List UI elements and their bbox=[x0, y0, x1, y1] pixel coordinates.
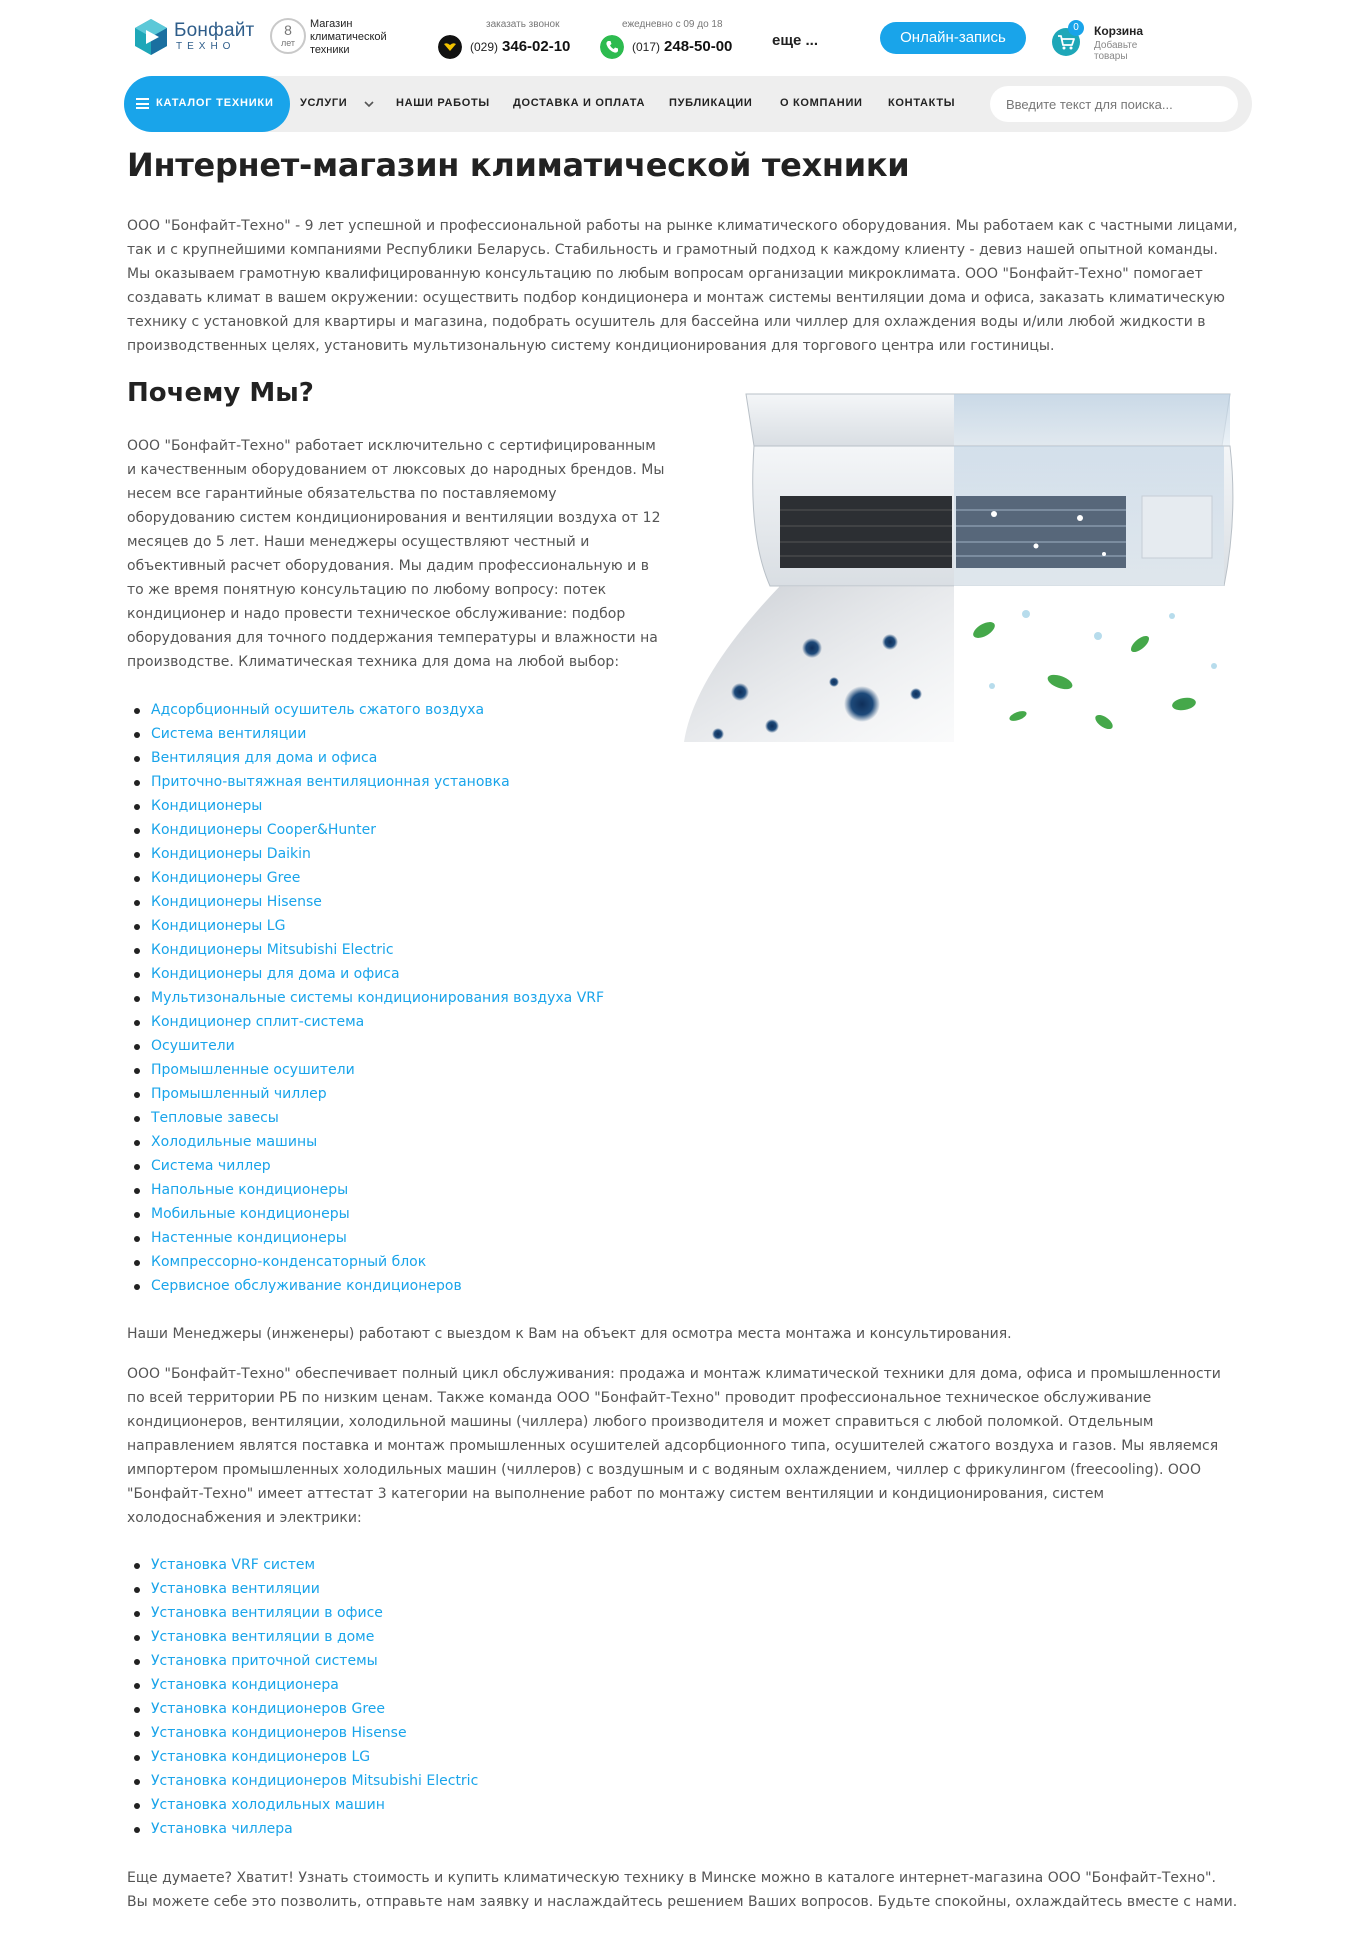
cart-title: Корзина bbox=[1094, 24, 1144, 38]
phone-number-2[interactable] bbox=[632, 38, 732, 56]
phone-code-1: (029) bbox=[470, 40, 499, 54]
list-item bbox=[127, 1649, 478, 1673]
installation-link[interactable]: Установка вентиляции в офисе bbox=[151, 1605, 383, 1621]
logo-text bbox=[174, 21, 254, 53]
product-link[interactable]: Компрессорно-конденсаторный блок bbox=[151, 1254, 427, 1270]
phone-icon bbox=[600, 35, 624, 59]
managers-paragraph: Наши Менеджеры (инженеры) работают с выездом к Вам на объект для осмотра места монтажа и консультирования. bbox=[127, 1326, 1012, 1342]
list-item bbox=[127, 1274, 604, 1298]
list-item bbox=[127, 1130, 604, 1154]
velcom-operator-icon bbox=[438, 35, 462, 59]
list-item bbox=[127, 914, 604, 938]
list-item bbox=[127, 818, 604, 842]
cart[interactable] bbox=[1052, 22, 1162, 62]
product-link[interactable]: Адсорбционный осушитель сжатого воздуха bbox=[151, 702, 485, 718]
more-phones-link[interactable]: еще ... bbox=[772, 32, 819, 49]
online-booking-button[interactable]: Онлайн-запись bbox=[880, 22, 1026, 54]
product-link[interactable]: Сервисное обслуживание кондиционеров bbox=[151, 1278, 462, 1294]
installation-link[interactable]: Установка вентиляции в доме bbox=[151, 1629, 375, 1645]
list-item bbox=[127, 1250, 604, 1274]
list-item bbox=[127, 1577, 478, 1601]
working-hours: ежедневно с 09 до 18 bbox=[622, 19, 723, 30]
site-header bbox=[124, 0, 1252, 76]
tagline: Магазин климатической техники bbox=[310, 18, 387, 56]
list-item bbox=[127, 938, 604, 962]
installation-link[interactable]: Установка кондиционеров Mitsubishi Electric bbox=[151, 1773, 479, 1789]
list-item bbox=[127, 770, 604, 794]
list-item bbox=[127, 1226, 604, 1250]
product-link[interactable]: Кондиционеры для дома и офиса bbox=[151, 966, 400, 982]
list-item bbox=[127, 1010, 604, 1034]
list-item bbox=[127, 1793, 478, 1817]
list-item bbox=[127, 1673, 478, 1697]
installation-link[interactable]: Установка кондиционеров Hisense bbox=[151, 1725, 407, 1741]
installation-link[interactable]: Установка вентиляции bbox=[151, 1581, 320, 1597]
phone-digits-2: 248-50-00 bbox=[664, 38, 733, 55]
product-link[interactable]: Кондиционеры Hisense bbox=[151, 894, 322, 910]
air-conditioner-illustration bbox=[684, 386, 1240, 742]
installation-list bbox=[127, 1553, 478, 1841]
list-item bbox=[127, 1625, 478, 1649]
list-item bbox=[127, 986, 604, 1010]
logo-name: Бонфайт bbox=[174, 20, 255, 41]
intro-paragraph: ООО "Бонфайт-Техно" - 9 лет успешной и профессиональной работы на рынке климатического оборудования. Мы работаем как с частными лицами, так и с крупнейшими компаниями Республики Беларусь. Стабильность и грамотный подход к каждому клиенту - девиз нашей опытной команды. Мы оказываем грамотную квалифицированную консультацию по любым вопросам организации микроклимата. ООО "Бонфайт-Техно" помогает создавать климат в вашем окружении: осуществить подбор кондиционера и монтаж системы вентиляции дома и офиса, заказать климатическую технику с установкой для квартиры и магазина, подобрать осушитель для бассейна или чиллер для охлаждения воды и/или любой жидкости в производственных целях, установить мультизональную систему кондиционирования для торгового центра или гостиницы. bbox=[127, 218, 1238, 354]
phone-digits-1: 346-02-10 bbox=[502, 38, 571, 55]
product-link[interactable]: Приточно-вытяжная вентиляционная установка bbox=[151, 774, 510, 790]
installation-link[interactable]: Установка приточной системы bbox=[151, 1653, 378, 1669]
chevron-down-icon[interactable] bbox=[364, 99, 374, 109]
nav-item-delivery[interactable]: ДОСТАВКА И ОПЛАТА bbox=[513, 97, 646, 109]
list-item bbox=[127, 1697, 478, 1721]
callback-link[interactable]: заказать звонок bbox=[486, 19, 560, 30]
list-item bbox=[127, 1601, 478, 1625]
list-item bbox=[127, 1553, 478, 1577]
product-link[interactable]: Вентиляция для дома и офиса bbox=[151, 750, 378, 766]
installation-link[interactable]: Установка кондиционера bbox=[151, 1677, 339, 1693]
product-link[interactable]: Система вентиляции bbox=[151, 726, 307, 742]
list-item bbox=[127, 1745, 478, 1769]
logo-subtitle: ТЕХНО bbox=[176, 41, 236, 52]
nav-item-publications[interactable]: ПУБЛИКАЦИИ bbox=[669, 97, 753, 109]
installation-link[interactable]: Установка холодильных машин bbox=[151, 1797, 385, 1813]
list-item bbox=[127, 698, 604, 722]
product-link[interactable]: Мобильные кондиционеры bbox=[151, 1206, 350, 1222]
list-item bbox=[127, 1202, 604, 1226]
installation-link[interactable]: Установка кондиционеров Gree bbox=[151, 1701, 386, 1717]
list-item bbox=[127, 1154, 604, 1178]
logo-hexagon-icon bbox=[134, 18, 168, 56]
main-nav bbox=[124, 76, 1252, 132]
product-link[interactable]: Система чиллер bbox=[151, 1158, 271, 1174]
product-link[interactable]: Кондиционеры Daikin bbox=[151, 846, 311, 862]
list-item bbox=[127, 842, 604, 866]
why-us-paragraph: ООО "Бонфайт-Техно" работает исключительно с сертифицированным и качественным оборудованием от люксовых до народных брендов. Мы несем все гарантийные обязательства по поставляемому оборудованию систем кондиционирования и вентиляции воздуха от 12 месяцев до 5 лет. Наши менеджеры осуществляют честный и объективный расчет оборудования. Мы дадим профессиональную и в то же время понятную консультацию по любому вопросу: потек кондиционер и надо провести техническое обслуживание: подбор оборудования для точного поддержания температуры и влажности на производстве. Климатическая техника для дома на любой выбор: bbox=[127, 438, 665, 670]
product-link[interactable]: Тепловые завесы bbox=[151, 1110, 279, 1126]
why-us-heading: Почему Мы? bbox=[127, 378, 314, 408]
list-item bbox=[127, 962, 604, 986]
product-link[interactable]: Настенные кондиционеры bbox=[151, 1230, 347, 1246]
phone-code-2: (017) bbox=[632, 40, 661, 54]
nav-item-contacts[interactable]: КОНТАКТЫ bbox=[888, 97, 956, 109]
list-item bbox=[127, 1106, 604, 1130]
list-item bbox=[127, 722, 604, 746]
installation-link[interactable]: Установка кондиционеров LG bbox=[151, 1749, 371, 1765]
nav-item-services[interactable]: УСЛУГИ bbox=[300, 97, 348, 109]
product-link[interactable]: Промышленный чиллер bbox=[151, 1086, 327, 1102]
list-item bbox=[127, 746, 604, 770]
list-item bbox=[127, 1058, 604, 1082]
list-item bbox=[127, 890, 604, 914]
product-link[interactable]: Кондиционеры Mitsubishi Electric bbox=[151, 942, 394, 958]
list-item bbox=[127, 1178, 604, 1202]
product-link[interactable]: Осушители bbox=[151, 1038, 235, 1054]
product-link[interactable]: Кондиционер сплит-система bbox=[151, 1014, 365, 1030]
page-wrapper bbox=[124, 0, 1252, 132]
nav-item-about[interactable]: О КОМПАНИИ bbox=[780, 97, 863, 109]
list-item bbox=[127, 866, 604, 890]
installation-link[interactable]: Установка чиллера bbox=[151, 1821, 293, 1837]
years-label: лет bbox=[280, 38, 296, 48]
product-link[interactable]: Холодильные машины bbox=[151, 1134, 318, 1150]
closing-paragraph: Еще думаете? Хватит! Узнать стоимость и купить климатическую технику в Минске можно в каталоге интернет-магазина ООО "Бонфайт-Техно". Вы можете себе это позволить, отправьте нам заявку и наслаждайтесь решением Ваших вопросов. Будьте спокойны, охлаждайтесь вместе с нами. bbox=[127, 1870, 1238, 1910]
catalog-label: КАТАЛОГ ТЕХНИКИ bbox=[156, 97, 274, 109]
catalog-button[interactable] bbox=[124, 76, 290, 132]
list-item bbox=[127, 1082, 604, 1106]
search-input[interactable] bbox=[990, 86, 1238, 122]
product-link[interactable]: Мультизональные системы кондиционирования воздуха VRF bbox=[151, 990, 605, 1006]
product-list bbox=[127, 698, 604, 1298]
years-badge bbox=[270, 18, 306, 54]
page-title: Интернет-магазин климатической техники bbox=[127, 146, 910, 184]
product-link[interactable]: Кондиционеры Gree bbox=[151, 870, 301, 886]
product-link[interactable]: Кондиционеры Cooper&Hunter bbox=[151, 822, 376, 838]
list-item bbox=[127, 1721, 478, 1745]
list-item bbox=[127, 1769, 478, 1793]
product-link[interactable]: Промышленные осушители bbox=[151, 1062, 355, 1078]
product-link[interactable]: Кондиционеры bbox=[151, 798, 263, 814]
installation-link[interactable]: Установка VRF систем bbox=[151, 1557, 316, 1573]
service-paragraph: ООО "Бонфайт-Техно" обеспечивает полный цикл обслуживания: продажа и монтаж климатической техники для дома, офиса и промышленности по всей территории РБ по низким ценам. Также команда ООО "Бонфайт-Техно" проводит профессиональное техническое обслуживание кондиционеров, вентиляции, холодильной машины (чиллера) любого производителя и может справиться с любой поломкой. Отдельным направлением являтся поставка и монтаж промышленных осушителей адсорбционного типа, осушителей сжатого воздуха и газов. Мы являемся импортером промышленных холодильных машин (чиллеров) с воздушным и с водяным охлаждением, чиллер с фрикулингом (freecooling). ООО "Бонфайт-Техно" имеет аттестат 3 категории на выполнение работ по монтажу систем вентиляции и кондиционирования, систем холодоснабжения и электрики: bbox=[127, 1366, 1221, 1526]
nav-item-our-works[interactable]: НАШИ РАБОТЫ bbox=[396, 97, 490, 109]
product-link[interactable]: Кондиционеры LG bbox=[151, 918, 286, 934]
product-link[interactable]: Напольные кондиционеры bbox=[151, 1182, 349, 1198]
list-item bbox=[127, 1817, 478, 1841]
list-item bbox=[127, 794, 604, 818]
list-item bbox=[127, 1034, 604, 1058]
cart-count-badge: 0 bbox=[1068, 20, 1084, 36]
logo[interactable] bbox=[134, 18, 254, 56]
menu-burger-icon bbox=[136, 98, 149, 109]
cart-subtitle: Добавьте товары bbox=[1094, 40, 1138, 62]
years-number: 8 bbox=[284, 22, 292, 38]
phone-number-1[interactable] bbox=[470, 38, 570, 56]
